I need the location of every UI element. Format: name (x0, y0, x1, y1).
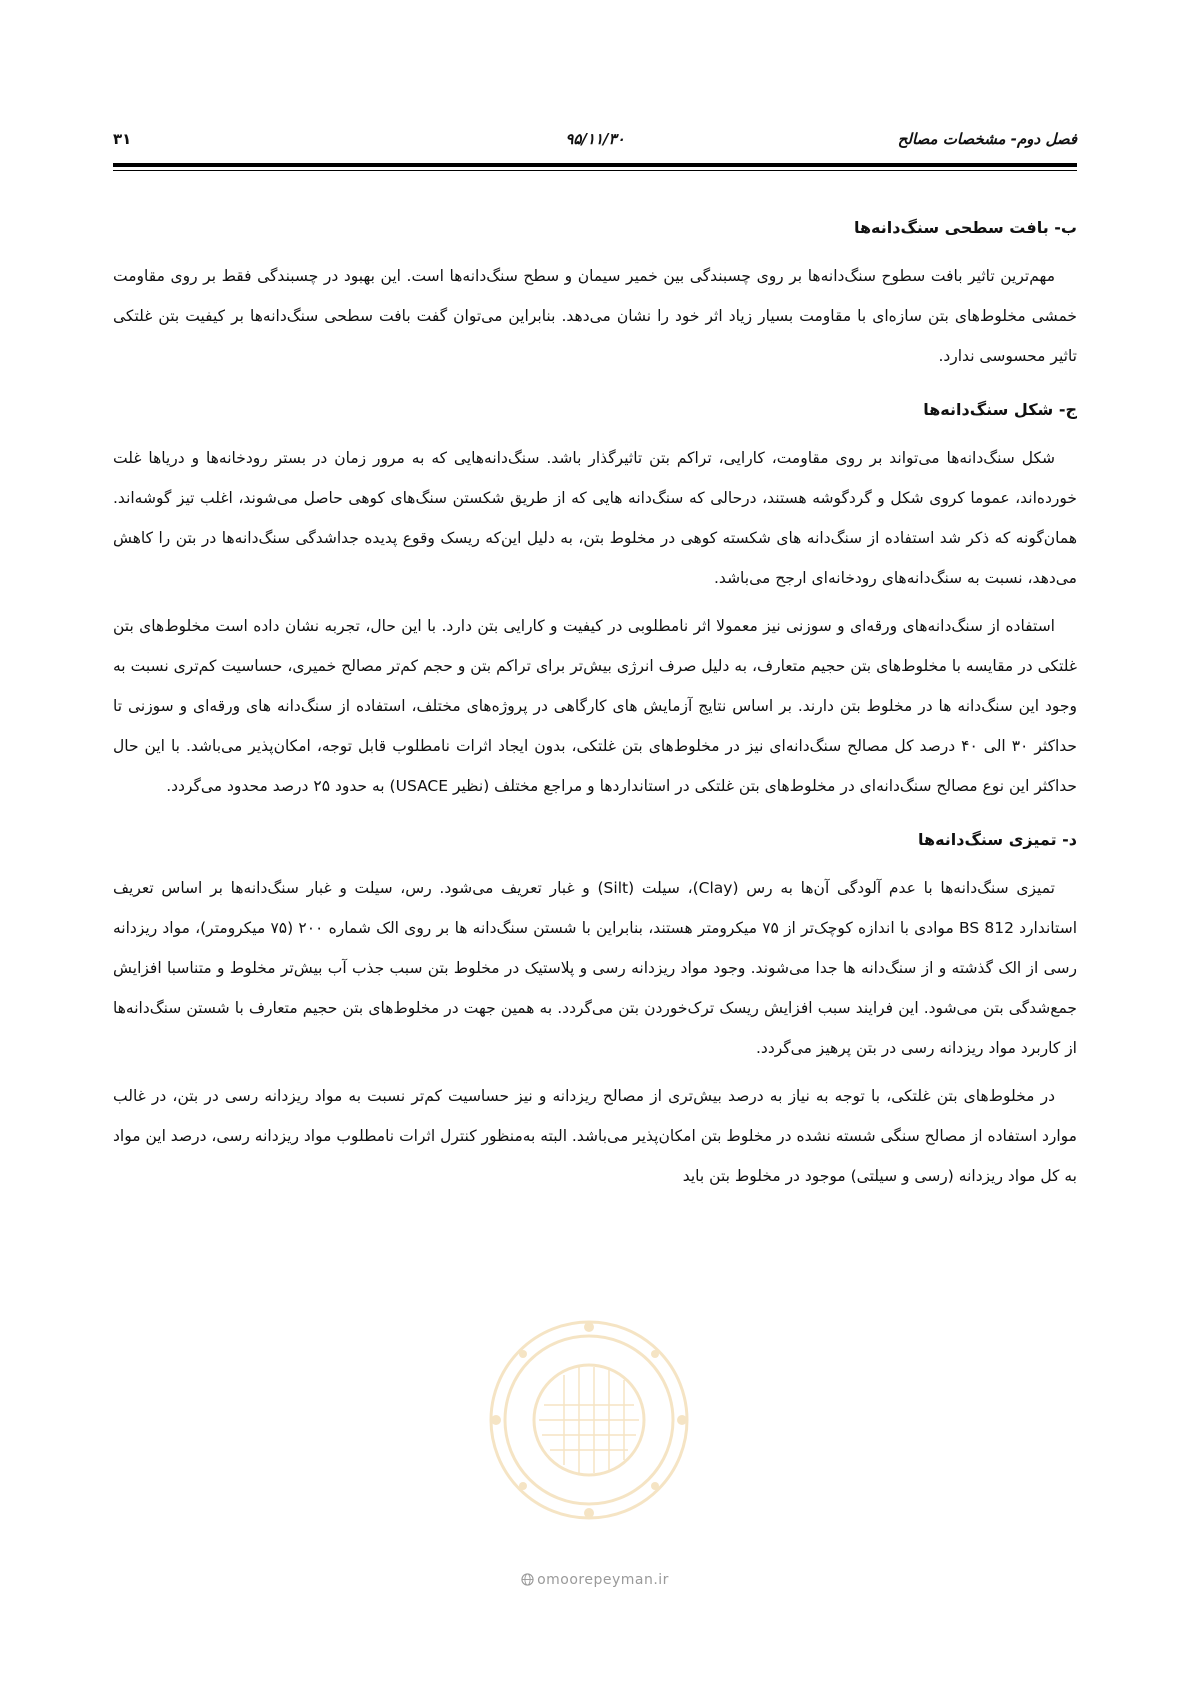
section-title: ب- بافت سطحی سنگ‌دانه‌ها (853, 218, 1077, 237)
paragraph: در مخلوط‌های بتن غلتکی، با توجه به نیاز به درصد بیش‌تری از مصالح ریزدانه و نیز حساسیت کم‌تر نسبت به مواد ریزدانه رسی در بتن، در غالب موارد استفاده از مصالح سنگی شسته نشده در مخلوط بتن امکان‌پذیر می‌باشد. البته به‌منظور کنترل اثرات نامطلوب مواد ریزدانه رسی، درصد این مواد به کل مواد ریزدانه (رسی و سیلتی) موجود در مخلوط بتن باید (113, 1087, 1077, 1185)
header-date: ۹۵/۱۱/۳۰ (565, 130, 625, 148)
paragraph: استفاده از سنگ‌دانه‌های ورقه‌ای و سوزنی نیز معمولا اثر نامطلوبی در کیفیت و کارایی بتن دارد. با این حال، تجربه نشان داده است مخلوط‌های بتن غلتکی در مقایسه با مخلوط‌های بتن حجیم متعارف، به دلیل صرف انرژی بیش‌تر برای تراکم بتن و حجم کم‌تر مصالح خمیری، حساسیت کم‌تری نسبت به وجود این سنگ‌دانه ها در مخلوط بتن دارند. بر اساس نتایج آزمایش های کارگاهی در پروژه‌های مختلف، استفاده از سنگ‌دانه های ورقه‌ای و سوزنی تا حداکثر ۳۰ الی ۴۰ درصد کل مصالح سنگ‌دانه‌ای نیز در مخلوط‌های بتن غلتکی، بدون ایجاد اثرات نامطلوب قابل توجه، امکان‌پذیر می‌باشد. با این حال حداکثر این نوع مصالح سنگ‌دانه‌ای در مخلوط‌های بتن غلتکی در استانداردها و مراجع مختلف (نظیر USACE) به حدود ۲۵ درصد محدود می‌گردد. (113, 617, 1077, 795)
paragraph: شکل سنگ‌دانه‌ها می‌تواند بر روی مقاومت، کارایی، تراکم بتن تاثیرگذار باشد. سنگ‌دانه‌هایی که به مرور زمان در بستر رودخانه‌ها و دریاها غلت خورده‌اند، عموما کروی شکل و گردگوشه هستند، درحالی که سنگ‌دانه هایی که از طریق شکستن سنگ‌های کوهی حاصل می‌شوند، اغلب تیز گوشه‌اند. همان‌گونه که ذکر شد استفاده از سنگ‌دانه های شکسته کوهی در مخلوط بتن، به دلیل این‌که ریسک وقوع پدیده جداشدگی سنگ‌دانه‌ها در بتن را کاهش می‌دهد، نسبت به سنگ‌دانه‌های رودخانه‌ای ارجح می‌باشد. (113, 449, 1077, 587)
page-number: ۳۱ (113, 130, 132, 148)
paragraph: مهم‌ترین تاثیر بافت سطوح سنگ‌دانه‌ها بر روی چسبندگی بین خمیر سیمان و سطح سنگ‌دانه‌ها است. این بهبود در چسبندگی فقط بر روی مقاومت خمشی مخلوط‌های بتن سازه‌ای با مقاومت بسیار زیاد اثر خود را نشان می‌دهد. بنابراین می‌توان گفت بافت سطحی سنگ‌دانه‌ها بر کیفیت بتن غلتکی تاثیر محسوسی ندارد. (113, 267, 1077, 365)
section-title: ج- شکل سنگ‌دانه‌ها (923, 400, 1077, 419)
section-title: د- تمیزی سنگ‌دانه‌ها (917, 830, 1077, 849)
seal-logo-icon (484, 1315, 694, 1525)
header-rule-thin (113, 170, 1077, 171)
website-url: omoorepeyman.ir (537, 1572, 669, 1588)
paragraph: تمیزی سنگ‌دانه‌ها با عدم آلودگی آن‌ها به رس (Clay)، سیلت (Silt) و غبار تعریف می‌شود. رس، سیلت و غبار سنگ‌دانه‌ها بر اساس تعریف استاندارد BS 812 موادی با اندازه کوچک‌تر از ۷۵ میکرومتر هستند، بنابراین با شستن سنگ‌دانه ها بر روی الک شماره ۲۰۰ (۷۵ میکرومتر)، مواد ریزدانه رسی از الک گذشته و از سنگ‌دانه ها جدا می‌شوند. وجود مواد ریزدانه رسی و پلاستیک در مخلوط بتن سبب جذب آب بیش‌تر مخلوط و متناسبا افزایش جمع‌شدگی بتن می‌شود. این فرایند سبب افزایش ریسک ترک‌خوردن بتن می‌گردد. به همین جهت در مخلوط‌های بتن حجیم متعارف با شستن سنگ‌دانه‌ها از کاربرد مواد ریزدانه رسی در بتن پرهیز می‌گردد. (113, 879, 1077, 1057)
page-body (113, 216, 1077, 1218)
chapter-title: فصل دوم- مشخصات مصالح (897, 130, 1077, 148)
section-aggregate-shape (113, 398, 1077, 806)
header-rule-thick (113, 163, 1077, 167)
page-header (113, 128, 1077, 158)
globe-icon (521, 1572, 534, 1588)
section-surface-texture (113, 216, 1077, 376)
website-footer (0, 1572, 1190, 1588)
section-aggregate-cleanliness (113, 828, 1077, 1196)
